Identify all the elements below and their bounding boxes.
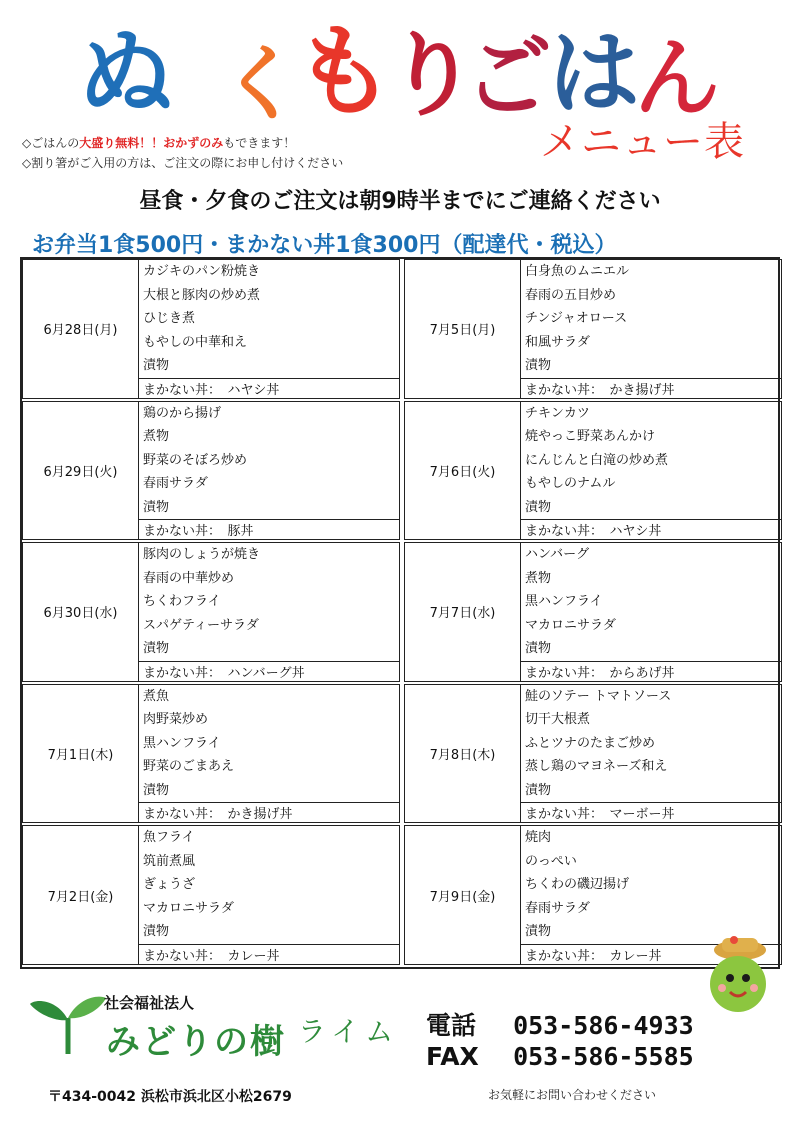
day-items: [139, 826, 399, 967]
title-char: く: [220, 37, 303, 132]
day-items: [139, 543, 399, 684]
menu-item: 白身魚のムニエル: [525, 264, 630, 279]
menu-item: ぎょうざ: [143, 877, 196, 893]
menu-item: のっぺい: [525, 853, 577, 869]
menu-item: 焼やっこ野菜あんかけ: [525, 429, 656, 445]
menu-item: にんじんと白滝の炒め煮: [525, 452, 669, 468]
menu-item: 春雨の五目炒め: [525, 287, 617, 303]
fax-label: FAX: [426, 1042, 479, 1071]
menu-item: 漬物: [143, 641, 170, 657]
menu-item: 春雨サラダ: [143, 476, 208, 492]
menu-item: ふとツナのたまご炒め: [525, 735, 656, 751]
makanai-bowl: まかない丼： かき揚げ丼: [139, 802, 399, 826]
title-char: り: [386, 22, 479, 129]
menu-item: 煮魚: [143, 688, 170, 704]
menu-item: 漬物: [525, 782, 552, 798]
makanai-bowl: まかない丼： からあげ丼: [521, 661, 781, 685]
fax-number: 053-586-5585: [513, 1042, 694, 1071]
makanai-bowl: まかない丼： マーボー丼: [521, 802, 781, 826]
day-date: 6月28日(月): [23, 260, 139, 398]
branch-name: ライム: [298, 1015, 400, 1048]
address: 〒434-0042 浜松市浜北区小松2679: [48, 1089, 292, 1105]
menu-item: 和風サラダ: [525, 334, 590, 350]
menu-day-right-2: [404, 542, 782, 682]
menu-item: 黒ハンフライ: [143, 735, 221, 751]
menu-item: 切干大根煮: [525, 712, 591, 728]
day-date: 7月6日(火): [405, 402, 521, 540]
makanai-bowl: まかない丼： かき揚げ丼: [521, 378, 781, 402]
makanai-bowl: まかない丼： ハンバーグ丼: [139, 661, 399, 685]
price-info: お弁当1食500円・まかない丼1食300円（配達代・税込）: [32, 233, 617, 258]
mascot-character-icon: [700, 932, 780, 1018]
menu-item: カジキのパン粉焼き: [143, 264, 261, 279]
menu-item: もやしの中華和え: [143, 334, 248, 350]
menu-item: マカロニサラダ: [143, 900, 234, 916]
makanai-bowl: まかない丼： カレー丼: [521, 944, 781, 968]
menu-item: 豚肉のしょうが焼き: [143, 547, 261, 563]
note1-suffix: もできます！: [223, 136, 296, 150]
menu-item: 黒ハンフライ: [525, 594, 603, 610]
menu-item: 野菜のごまあえ: [143, 759, 235, 775]
menu-item: 蒸し鶏のマヨネーズ和え: [525, 759, 668, 775]
day-items: [521, 685, 781, 826]
menu-item: 漬物: [143, 782, 170, 798]
org-name: みどりの樹: [106, 1022, 286, 1062]
day-items: [139, 402, 399, 543]
menu-item: 漬物: [143, 499, 170, 515]
makanai-bowl: まかない丼： ハヤシ丼: [139, 378, 399, 402]
menu-item: チキンカツ: [525, 405, 590, 421]
menu-item: ちくわフライ: [143, 594, 221, 610]
menu-item: 鶏のから揚げ: [143, 405, 222, 421]
menu-item: ハンバーグ: [525, 547, 590, 563]
menu-day-left-1: [22, 401, 400, 541]
menu-item: 煮物: [143, 429, 170, 445]
order-deadline: 昼食・夕食のご注文は朝9時半までにご連絡ください: [139, 189, 661, 214]
menu-item: 漬物: [525, 499, 552, 515]
phone-number[interactable]: 053-586-4933: [513, 1011, 694, 1040]
page-subtitle: メニュー表: [540, 119, 745, 165]
menu-day-left-0: [22, 259, 400, 399]
menu-item: 肉野菜炒め: [143, 712, 209, 728]
menu-day-right-0: [404, 259, 782, 399]
menu-item: 筑前煮風: [143, 853, 196, 869]
day-date: 6月30日(水): [23, 543, 139, 681]
menu-item: 焼肉: [525, 830, 552, 846]
org-type: 社会福祉法人: [104, 994, 195, 1012]
day-date: 7月8日(木): [405, 685, 521, 823]
menu-item: 大根と豚肉の炒め煮: [143, 287, 261, 303]
title-char: ぬ: [78, 18, 174, 130]
menu-day-left-3: [22, 684, 400, 824]
menu-day-right-1: [404, 401, 782, 541]
phone-row: [426, 1006, 694, 1042]
notes: [22, 133, 343, 173]
day-date: 7月1日(木): [23, 685, 139, 823]
note1-highlight: 大盛り無料！！おかずのみ: [79, 136, 224, 150]
day-date: 7月9日(金): [405, 826, 521, 964]
menu-item: 春雨サラダ: [525, 900, 590, 916]
day-items: [521, 543, 781, 684]
menu-item: 漬物: [143, 358, 170, 373]
menu-item: 野菜のそぼろ炒め: [143, 452, 248, 468]
note1-prefix: ◇ごはんの: [22, 136, 80, 150]
title-char: も: [294, 13, 394, 130]
day-date: 7月2日(金): [23, 826, 139, 964]
day-items: [139, 685, 399, 826]
menu-item: チンジャオロース: [525, 311, 628, 326]
menu-item: 漬物: [525, 924, 552, 940]
fax-row: [426, 1042, 694, 1071]
menu-item: もやしのナムル: [525, 476, 616, 492]
note-chopsticks: ◇割り箸がご入用の方は、ご注文の際にお申し付けください: [22, 156, 344, 170]
makanai-bowl: まかない丼： ハヤシ丼: [521, 519, 781, 543]
menu-day-right-3: [404, 684, 782, 824]
menu-item: 漬物: [143, 924, 170, 940]
menu-item: 煮物: [525, 570, 552, 586]
day-items: [521, 260, 781, 401]
day-date: 7月7日(水): [405, 543, 521, 681]
title-char: ん: [634, 29, 720, 129]
makanai-bowl: まかない丼： カレー丼: [139, 944, 399, 968]
day-date: 6月29日(火): [23, 402, 139, 540]
menu-item: スパゲティーサラダ: [143, 617, 259, 633]
sprout-logo-icon: [28, 990, 108, 1056]
day-items: [521, 402, 781, 543]
menu-item: マカロニサラダ: [525, 617, 616, 633]
makanai-bowl: まかない丼： 豚丼: [139, 519, 399, 543]
menu-item: 漬物: [525, 358, 552, 373]
menu-item: ひじき煮: [143, 311, 196, 326]
title-char: ご: [464, 26, 553, 129]
phone-label: 電話: [426, 1011, 477, 1040]
day-items: [139, 260, 399, 401]
menu-day-left-4: [22, 825, 400, 965]
menu-item: ちくわの磯辺揚げ: [525, 877, 630, 893]
title-char: は: [548, 20, 641, 127]
menu-item: 漬物: [525, 641, 552, 657]
menu-table: [20, 257, 780, 969]
inquiry-note: お気軽にお問い合わせください: [488, 1088, 657, 1102]
note-free-rice: [22, 133, 343, 153]
menu-item: 春雨の中華炒め: [143, 570, 235, 586]
day-date: 7月5日(月): [405, 260, 521, 398]
menu-item: 鮭のソテー トマトソース: [525, 688, 672, 704]
menu-day-left-2: [22, 542, 400, 682]
menu-item: 魚フライ: [143, 830, 195, 846]
